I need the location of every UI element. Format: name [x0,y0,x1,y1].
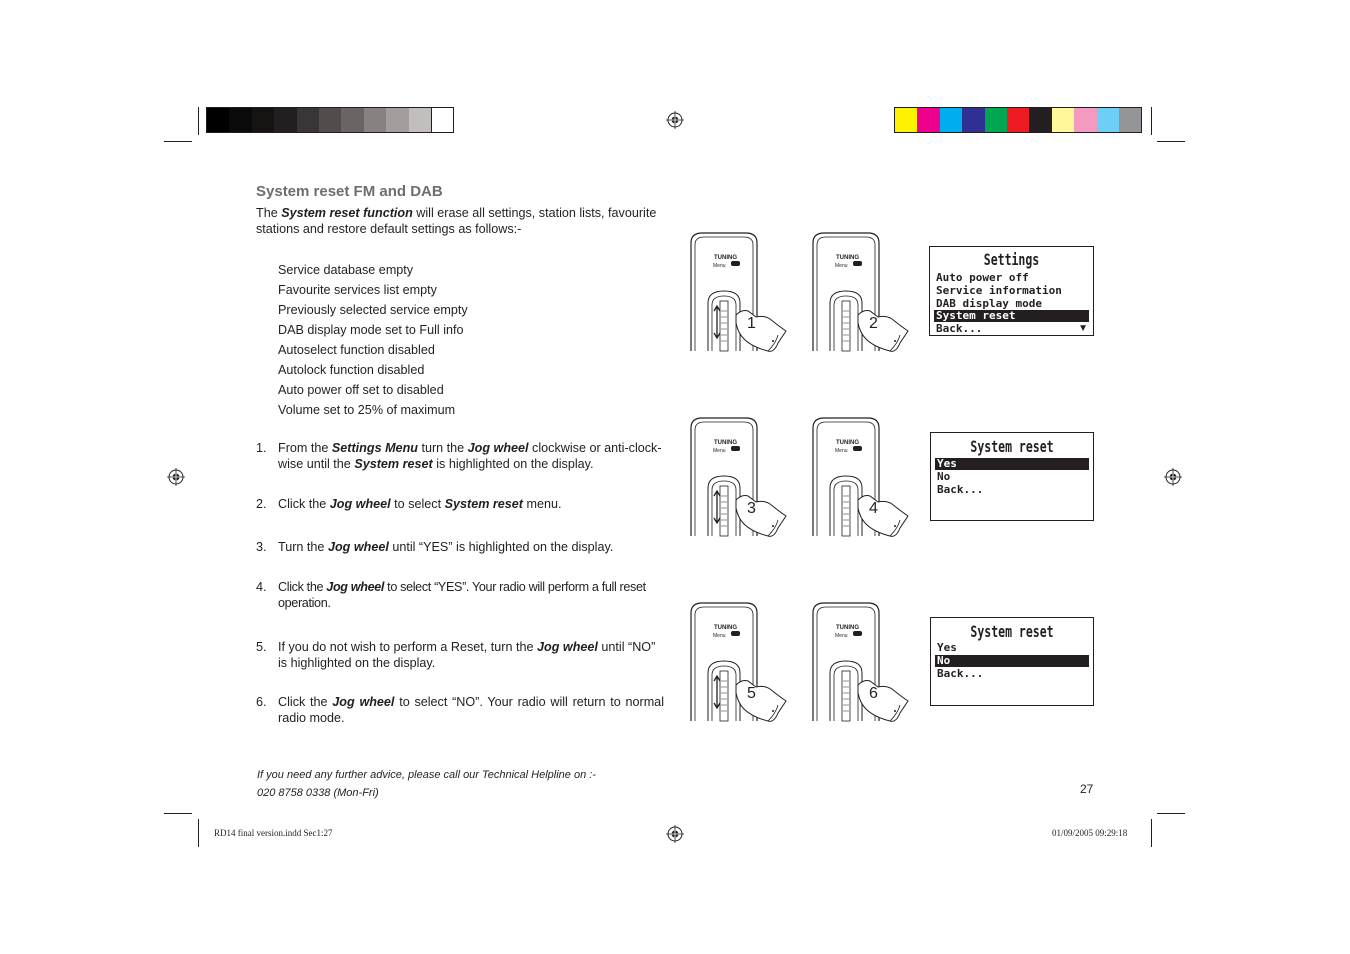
menu-label: Menu [835,448,848,454]
color-swatch [386,108,408,132]
lcd-title: Settings [983,250,1040,269]
step-number-label: 6 [869,685,878,702]
step-text: Click the Jog wheel to select System reset menu. [278,497,562,511]
lcd-display-system-reset [930,432,1094,521]
radio-front-panel-icon [812,601,937,723]
tuning-label: TUNING [714,255,737,261]
grayscale-calibration-bar [206,107,454,133]
crop-mark [164,813,192,814]
crop-mark [198,819,199,847]
step-text: Turn the Jog wheel until “YES” is highlighted on the display. [278,540,614,554]
lcd-menu-line: Service information [936,284,1062,297]
crop-mark [1151,107,1152,135]
emphasis-term: System reset function [281,206,413,220]
step-text: If you do not wish to perform a Reset, turn the Jog wheel until “NO” is highlighted on the display. [278,640,656,670]
turn-arrow-icon [714,306,720,338]
page-number: 27 [1080,782,1094,796]
menu-label: Menu [713,633,726,639]
color-swatch [364,108,386,132]
radio-illustration [812,231,937,353]
color-swatch [319,108,341,132]
list-item: Service database empty [278,263,414,277]
radio-front-panel-icon [812,231,937,353]
lcd-display-settings [929,246,1094,336]
color-swatch [229,108,251,132]
color-swatch [274,108,296,132]
tuning-label: TUNING [714,625,737,631]
step-number: 1. [256,441,267,455]
intro-paragraph: The System reset function will erase all settings, station lists, favourite stations and restore default settings as follows:- [256,206,657,236]
reset-defaults-list [278,260,468,420]
color-swatch [207,108,229,132]
lcd-menu-line: Yes [935,458,1089,470]
lcd-title: System reset [970,437,1054,456]
list-item: Volume set to 25% of maximum [278,403,456,417]
radio-illustration [690,231,815,353]
crop-mark [1157,141,1185,142]
tuning-label: TUNING [836,255,859,261]
list-item: Previously selected service empty [278,303,468,317]
slug-file-info: RD14 final version.indd Sec1:27 [214,828,333,838]
menu-label: Menu [835,633,848,639]
turn-arrow-icon [714,676,720,708]
crop-mark [164,141,192,142]
step-number: 5. [256,640,267,654]
color-swatch [1029,108,1051,132]
menu-label: Menu [713,263,726,269]
step-number: 2. [256,497,267,511]
color-swatch [1074,108,1096,132]
color-swatch [1119,108,1141,132]
menu-label: Menu [835,263,848,269]
color-swatch [341,108,363,132]
step-text: Click the Jog wheel to select “YES”. Your radio will perform a full reset operation. [278,580,646,610]
color-swatch [297,108,319,132]
menu-label: Menu [713,448,726,454]
radio-front-panel-icon [690,601,815,723]
color-swatch [409,108,431,132]
lcd-menu-line: No [935,655,1089,667]
list-item: DAB display mode set to Full info [278,323,464,337]
step-number-label: 2 [869,315,878,332]
step-number: 3. [256,540,267,554]
radio-illustration [690,416,815,538]
color-swatch [895,108,917,132]
step-number: 4. [256,580,267,594]
tuning-label: TUNING [714,440,737,446]
color-swatch [1097,108,1119,132]
lcd-menu-line: No [937,470,951,483]
crop-mark [1157,813,1185,814]
list-item: Autolock function disabled [278,363,425,377]
list-item: Favourite services list empty [278,283,437,297]
registration-mark-icon [666,111,684,129]
helpline-text: If you need any further advice, please call our Technical Helpline on :- [257,769,596,781]
step-text: Click the Jog wheel to select “NO”. Your radio will return to normal radio mode. [278,695,664,725]
radio-front-panel-icon [690,416,815,538]
radio-illustration [812,601,937,723]
step-number-label: 3 [747,500,756,517]
lcd-menu-line: DAB display mode [936,297,1042,310]
color-swatch [1007,108,1029,132]
registration-mark-icon [666,825,684,843]
turn-arrow-icon [714,491,720,523]
list-item: Auto power off set to disabled [278,383,444,397]
slug-timestamp: 01/09/2005 09:29:18 [1052,828,1128,838]
color-swatch [917,108,939,132]
step-number: 6. [256,695,267,709]
lcd-menu-line: Back... [936,322,983,335]
section-heading: System reset FM and DAB [256,183,443,200]
registration-mark-icon [1164,468,1182,486]
radio-front-panel-icon [690,231,815,353]
lcd-menu-line: Back... [937,483,984,496]
step-number-label: 4 [869,500,878,517]
lcd-menu-line: Auto power off [936,271,1029,284]
radio-illustration [690,601,815,723]
lcd-title: System reset [970,622,1054,641]
lcd-menu-line: System reset [934,310,1089,322]
color-swatch [962,108,984,132]
color-swatch [252,108,274,132]
step-number-label: 5 [747,685,756,702]
scroll-down-icon: ▼ [1078,323,1088,334]
color-swatch [940,108,962,132]
color-calibration-bar [894,107,1142,133]
color-swatch [431,108,453,132]
radio-front-panel-icon [812,416,937,538]
step-text: From the Settings Menu turn the Jog wheel clockwise or anti-clock-wise until the System reset is highlighted on the display. [278,441,662,471]
lcd-menu-line: Back... [937,667,984,680]
tuning-label: TUNING [836,625,859,631]
radio-illustration [812,416,937,538]
color-swatch [985,108,1007,132]
list-item: Autoselect function disabled [278,343,435,357]
tuning-label: TUNING [836,440,859,446]
lcd-menu-line: Yes [937,641,957,654]
color-swatch [1052,108,1074,132]
helpline-phone: 020 8758 0338 (Mon-Fri) [257,787,379,799]
lcd-display-system-reset [930,617,1094,706]
step-number-label: 1 [747,315,756,332]
crop-mark [1151,819,1152,847]
registration-mark-icon [167,468,185,486]
crop-mark [198,107,199,135]
